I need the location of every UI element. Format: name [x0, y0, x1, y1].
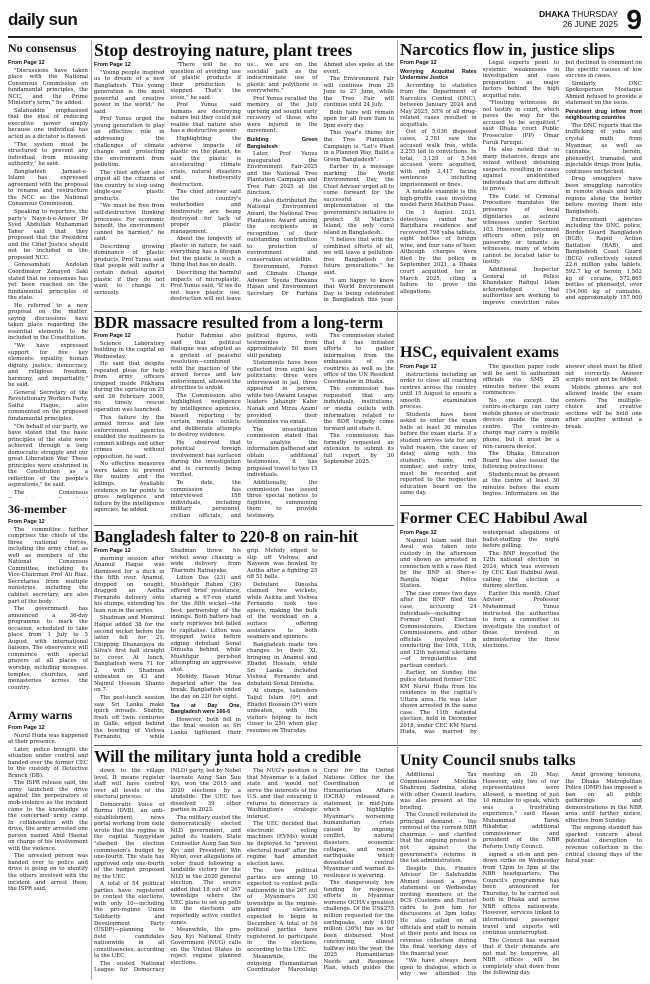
- continued-from: From Page 12: [400, 530, 437, 536]
- article-hsc-exams: [400, 364, 642, 502]
- article-paragraph: Mobile phones are not allowed inside the exam centers. The multiple-choice and creative sections will be held one after another without a break.: [565, 384, 642, 430]
- continued-from: From Page 12: [94, 548, 131, 554]
- article-paragraph: Litton Das (23) and Mushfiqur Rahim (36) offered brief resistance, sharing a 67-run stand for the fifth wicket—the best partnership of the innings. Both batters had early reprieves but failed to capitalise. Litton was dropped twice before edging debutant Sonal Dinusha behind, while Mushfiqur perished attempting an aggressive shot.: [170, 575, 241, 673]
- article-paragraph: The arrested person was handed over to police and drive is going on to identify the others involved with the incident and arrest them, the ISPR said.: [8, 853, 88, 893]
- continued-from: From Page 12: [8, 519, 45, 525]
- article-paragraph: The Code of Criminal Procedure mandates the presence of local dignitaries as seizure witnesses under Section 103. However, enforcement officers often rely on passersby or tenants as witnesses, many of whom cannot be located later to testify.: [482, 193, 560, 266]
- headline-bangladesh-falter: Bangladesh falter to 220-8 on rain-hit: [94, 527, 359, 546]
- article-paragraph: No one except the centre-in-charge can carry mobile phones or electronic devices inside the exam centre. The centre-in-charge may carry a mobile phone, but it must be a non-camera device.: [482, 397, 560, 450]
- article-paragraph: Mehidy Hasan Miraz departed after the tea break. Bangladesh ended the day on 220 for eight.: [170, 674, 241, 701]
- article-paragraph: Tea at Day One, Bangladesh were 166-6: [170, 702, 241, 716]
- article-paragraph: The BNP boycotted the 12th national election in 2024, which was overseen by CEC Kazi Habibul Awal, calling the election a dummy election.: [482, 550, 560, 590]
- article-paragraph: The ISPR release said, the army launched the drive against the perpetrators of mob-violence as the incident came to the knowledge of the concerned army camp. In collaboration with the drive, the army arrested one person named Abul Hasnat on charge of his involvement with the violence.: [8, 780, 88, 852]
- article-paragraph: However, both fell in the final session as Sri Lanka tightened their grip. Mehidy edged to slip off Vishwa, and Nayeem was bowled by Asitha after a fighting 25 off 51 balls.: [170, 548, 318, 736]
- article-paragraph: About the longevity of plastic in nature, he said everything has a lifespan but the plastic is such a thing that has no death.: [170, 236, 241, 269]
- article-paragraph: He also distributed the National Environment Award, the National Tree Plantation Award among the recipients in recognition of their outstanding contribution to protection of environment and conservation of wildlife.: [247, 197, 318, 263]
- column-rule: [397, 40, 398, 980]
- article-paragraph: Later, police brought the situation under control and handed over the former CEC to the custody of Detective Branch (DB).: [8, 746, 88, 779]
- article-paragraph: Despite this, Finance Adviser Dr Salehuddin Ahmed issued a press statement on Wednesday inviting members of the BCS (Customs and Excise) cadre to join him for discussions at 3pm today. He also called on all officials and staff to remain at their posts and focus on revenue collection during the final working days of the financial year.: [400, 865, 477, 957]
- article-narcotics: [400, 60, 642, 308]
- article-paragraph: Out of 5,036 disposed cases, 2,781 saw the accused walk free, while 2,255 led to convictions. In total, 3,129 of 5,546 accused were acquitted, with only 2,417 facing sentences including imprisonment or fines.: [400, 129, 477, 188]
- article-paragraph: This failure by the armed forces and law enforcement agencies enabled the mutineers to commit killings and other crimes without opposition, he said.: [94, 414, 165, 460]
- article-paragraph: On 1 August 2021, detectives raided her Baridhara residence and recovered 798 yaba tablets, eight bottles of foreign wine, and four cans of beer. Although charges were filed by the police in September 2021, a Dhaka court acquitted her in March 2025, citing a failure to prove the allegations.: [400, 210, 477, 295]
- article-paragraph: "We have always been open to dialogue, which is why we attended the meeting on 20 May. However, only two of our representatives were allowed, a meeting of just 10 minutes to speak, which was a frustrating experience," said Hasan Muhammad Tarek Rikabdar, additional commissioner and president of the NBR Reform Unity Council.: [400, 772, 560, 978]
- article-paragraph: Earlier this month, Chief Adviser Professor Muhammad Yunus instructed the authorities to form a committee to investigate the conduct of those involved in administering the three elections.: [482, 590, 560, 650]
- article-paragraph: The question paper code will be sent to authorized officials via SMS 25 minutes before the exam commences.: [482, 364, 560, 397]
- article-paragraph: "We have expressed support for five key elements: equality, human dignity, justice, democracy, and religious freedom, harmony, and impartiality," he said.: [8, 342, 88, 389]
- page-number: 9: [626, 4, 642, 35]
- article-paragraph: Gonosamhati Andolan Coordinator Zonayed Saki stated that no consensus has yet been reached on the fundamental principles of the state.: [8, 262, 88, 302]
- continued-from: From Page 12: [400, 364, 437, 370]
- article-paragraph: The ousted National League for Democracy (NLD) party, led by Nobel laureate Aung San Suu Kyi, won the 2015 and 2020 elections by a landslide. The UEC has dissolved 39 other parties in 2023.: [94, 768, 241, 974]
- article-paragraph: He also noted that in many instances, drugs are seized without detaining suspects, resulting in cases against unidentified individuals that are difficult to prove.: [482, 147, 560, 193]
- article-bangladesh-falter: [94, 548, 394, 741]
- headline-no-consensus: No consensus: [8, 41, 77, 55]
- article-paragraph: Nurul Huda was happened at their presence.: [8, 732, 88, 746]
- article-paragraph: Persistent drug inflow from neighbouring countries: [565, 108, 642, 122]
- article-paragraph: Democratic Voice of Burma (DVB), an anti-establishment news portal working from exile wrote that the regime in the capital Naypyidaw "slashed the election commission's budget by one-fourth. The state has approved only one-fourth of the budget proposed by the UEC.: [94, 801, 165, 880]
- article-paragraph: Bangladesh Jamaat-e-Islami has expressed agreement with the proposal to rename and restructure the NCC as the National Consensus Commission.: [8, 168, 88, 208]
- article-paragraph: Describing the harmful impacts of microplastic, Prof Yunus said, "If we do not leave plastic use, destruction will not leave us... we are on the suicidal path as the indiscriminate use of plastic and polythene is everywhere.": [170, 62, 318, 303]
- article-paragraph: The investigation commission stated that to analyse the information gathered and obtain additional testimonies, it has proposed travel to two 15 individuals.: [247, 426, 318, 479]
- article-paragraph: This year's theme for the Tree Plantation Campaign is "Let's Plant in a Planned Way, Build a Green Bangladesh".: [323, 130, 394, 163]
- column-rule: [91, 40, 92, 980]
- article-paragraph: Salahuddin emphasised that the idea of reducing executive power simply because one individual has acted as a dictator is flawed.: [8, 107, 88, 141]
- headline-bdr-massacre: BDR massacre resulted from a long-term: [94, 313, 384, 332]
- article-paragraph: The committee further comprises the chiefs of the three national forces, including the army chief, as well as members of the National Consensus Committee, including its Vice-Chairman Prof Ali Riaz. Secretaries from multiple ministries, including the cabinet secretary, are also part of the body.: [8, 526, 88, 605]
- article-paragraph: "Flouting witnesses do not testify in court, which paves the way for the accused to be acquitted," said Dhaka court Public Prosecutor (PP) Omar Faruk Faruqui.: [482, 100, 560, 146]
- article-paragraph: No effective measures were taken to prevent the mutiny and the killings. Available evidence so far points to gross negligence and failure by the intelligence agencies, he added.: [94, 461, 165, 514]
- article-paragraph: He said that despite repeated pleas for help from army officers trapped inside Pilkhana during the uprising on 25 and 26 February 2009, no timely rescue operation was launched.: [94, 361, 165, 414]
- article-paragraph: "Discussions have taken place with the National Consensus Commission on fundamental principles, the NCC, and the Prime Minister's term," he added.: [8, 67, 88, 107]
- section-divider: [400, 505, 642, 506]
- headline-unity-council: Unity Council snubs talks: [400, 752, 576, 769]
- article-paragraph: Prof Yunus recalled the memory of the July uprising and sought early recovery of those who were injured in the movement.: [247, 95, 318, 135]
- article-paragraph: "The system must be structured to prevent any individual from misusing authority," he said.: [8, 141, 88, 168]
- article-paragraph: The Dhaka Education Board has also issued the following instructions:: [482, 451, 560, 471]
- article-paragraph: Earlier, on Sunday, the police detained former CEC KM Nurul Huda from his residence in the capital's Uttara area. He was later shown arrested in the same case. The 11th national election, held in December 2018, under CEC KM Nurul Huda, was marred by widespread allegations of ballot-stuffing the night before polling.: [400, 530, 560, 736]
- article-paragraph: According to statistics from the Department of Narcotics Control (DNC), between January 2024 and May 2025, 55% of all drug-related cases resulted in acquittals.: [400, 82, 477, 128]
- article-paragraph: The Council reiterated its principal demand – the removal of the current NBR chairman – and clarified that the ongoing protest is not against the government's reforms in the tax administration.: [400, 812, 477, 865]
- article-paragraph: The chief adviser said the country's waterbodies and biodiversity are being destroyed for lack of proper plastic management.: [170, 189, 241, 235]
- article-army-warns: [8, 725, 88, 977]
- article-paragraph: Meanwhile, the outgoing Humanitarian Coordinator Marcoluigi Corsi for the United Nations Office for the Coordination of Humanitarian Affairs (OCHA) released a statement in mid-June which highlights Myanmar's worsening humanitarian crisis caused by ongoing conflict, natural disasters, economic collapse, and recent earthquake which devastated central Myanmar and warned its resilience is wavering.: [247, 768, 394, 974]
- article-paragraph: Similarly, DNC Spokesperson Mostaque Ahmed refused to provide a statement on the issue.: [565, 80, 642, 107]
- article-paragraph: Science Laboratory building in the capital on Wednesday.: [94, 340, 165, 360]
- article-paragraph: The dangerously low funding for response efforts in Myanmar worsens OCHA's greatest challenge. Of the US$275 million requested for the earthquake, only $100 million (36%) has so far been disbursed. Most concerning, almost halfway into the year, the 2025 Humanitarian Needs and Response Plan, which guides the: [323, 880, 394, 972]
- article-paragraph: The Environment Fair will continue from 25 June to 27 June, while the Tree Fair will continue until 24 July.: [323, 76, 394, 109]
- article-bdr-massacre: [94, 333, 394, 522]
- article-paragraph: Students must be present at the centre at least 30 minutes before the exam begins. Information on the answer sheet must be filled out correctly. Answer scripts must not be folded.: [482, 364, 642, 498]
- newspaper-logo: daily sun: [8, 10, 78, 29]
- continued-from: From Page 12: [94, 333, 131, 339]
- article-paragraph: Speaking to reporters, the party's Naye-b-e-Ameer Dr Syed Abdullah Muhammad Taher said that they proposed that the President and the Chief Justice should not be included in the proposed NCC.: [8, 209, 88, 261]
- article-paragraph: Earlier in a message marking the World Environment Day, the Chief Adviser urged all to come forward for the successful implementation of the government's initiative to protect St Martin's Island, the only coral island in Bangladesh.: [323, 164, 394, 236]
- article-paragraph: Building Green Bangladesh: [247, 137, 318, 150]
- article-paragraph: Enforcement agencies including the DNC, police, Border Guard Bangladesh (BGB), Rapid Action Battalion (RAB), and Bangladesh Coast Guard (BCG) collectively seized 22.6 million yaba tablets, 592.7 kg of heroin, 1,502 kg of cocaine, 572,865 bottles of phensedyl, over 154,000 kg of cannabis, and approximately 157,000: [565, 216, 642, 302]
- headline-36-member: 36-member: [8, 502, 67, 516]
- article-paragraph: At stumps, tailenders Taijul Islam (9*) and Ebadot Hossain (5*) were unbeaten, with the visitors hoping to inch closer to 250 when play resumes on Thursday.: [247, 688, 318, 734]
- article-paragraph: The DNC reports that the trafficking of yaba and crystal meth from Myanmar, as well as cannabis, heroin, phensedyl, tramadol, and injectable drugs from India, continues unchecked.: [565, 122, 642, 175]
- article-paragraph: Fazlur Rahman also said that political dialogue was adopted as a pretext of peaceful resolution—combined with the inaction of the armed forces and law enforcement, allowed the atrocities to unfold.: [170, 333, 241, 392]
- article-paragraph: Bangladesh made two changes to their XI, bringing in Anamul and Ebadot Hossain, while Sri Lanka included Vishwa Fernando and debutant Sonal Dinusha.: [247, 641, 318, 687]
- article-paragraph: The ongoing standoff has sparked concern about potential disruption to revenue collection in the critical closing days of the fiscal year.: [565, 825, 642, 865]
- article-paragraph: "Young people inspired us to dream of a new Bangladesh. This young generation is the most powerful and creative power in the world," he said.: [94, 69, 165, 115]
- article-paragraph: The chief adviser also urged all the citizens of the country to stop using single-use plastic products.: [94, 169, 165, 202]
- article-paragraph: Nazmul Islam said that Awal was taken into custody in the afternoon and shown as arrested in connection with a case filed by the BNP at Sher-e-Bangla Nagar Police Station.: [400, 537, 477, 590]
- article-paragraph: Amid growing tensions, the Dhaka Metropolitan Police (DMP) has imposed a ban on all public gatherings and demonstrations in the NBR area until further notice, effective from Sunday.: [565, 772, 642, 824]
- article-paragraph: Debutant Dinusha claimed two wickets, while Asitha and Vishwa Fernando took two apiece, making the bulk of the workload on a surface offering assistance to both seamers and spinners.: [247, 581, 318, 641]
- continued-from: From Page 12: [400, 60, 437, 66]
- article-paragraph: instructions including an order to close all coaching centres across the country until 15 August to ensure a smooth examination process.: [400, 371, 477, 411]
- article-unity-council: [400, 772, 642, 978]
- headline-stop-destroying-nature: Stop destroying nature, plant trees: [94, 40, 353, 60]
- continued-from: From Page 12: [94, 62, 131, 68]
- article-paragraph: Prof Yunus said humans are destroying nature but they could not realise that nature also has a destructive power.: [170, 102, 241, 135]
- article-paragraph: Meanwhile, the pro-Suu Kyi National Unity Government (NUG) calls on the United States to reject regime planned elections.: [170, 927, 241, 966]
- article-36-member: [8, 519, 88, 702]
- article-paragraph: morning session after Anamul Haque was dismissed for a duck in the fifth over. Anamul, dropped on nought, dragged an Asitha Fernando delivery onto his stumps, extending his lean run in the series.: [94, 555, 165, 614]
- article-paragraph: To date, the commission has interviewed 158 individuals, including military personnel, civilian officials, and political figures, with testimonies from approximately 50 more still pending.: [170, 333, 318, 519]
- section-divider: [94, 745, 642, 746]
- article-paragraph: The government has announced a 36-day programme to mark the occasion, scheduled to take place from 1 July to 5 August, with international liaisons. The observance will commence with special prayers at all places of worship, including mosques, temples, churches, and monasteries across the country.: [8, 606, 88, 691]
- article-former-cec: [400, 530, 642, 742]
- article-paragraph: Shadman and Mominul Haque added 38 for the second wicket before the latter fell for 21. Chipping Dhananjaya de Silva's first ball straight to cover. At lunch, Bangladesh were 71 for 2, with Shadman unbeaten on 43 and Najmul Hossain Shanto on 7.: [94, 615, 165, 694]
- article-paragraph: "On behalf of our party, we have stated that the basic principles of the state were achieved through a long democratic struggle and our great Liberation War. These principles were enshrined in the Constitution as a reflection of the people's aspirations," he said.: [8, 423, 88, 489]
- article-paragraph: signed a sit-in and pen-down strike on Wednesday from 12pm to 3pm at the NBR headquarters. The Council's programme has been announced for Thursday, to be carried out both in Dhaka and across NBR offices nationwide. However, services linked to international passenger travel and exports will continue uninterrupted.: [482, 851, 560, 937]
- article-paragraph: General Secretary of the Revolutionary Workers Party, Saiful Haque, also commented on the proposed fundamental principles.: [8, 389, 88, 422]
- article-military-junta: [94, 768, 394, 978]
- article-paragraph: He observed that potential foreign involvement has surfaced during the investigation and is currently being verified.: [170, 439, 241, 479]
- article-paragraph: The commission stated that it has initiated efforts to gather information from the embassies of six countries as well as the office of the UN Resident Coordinator in Dhaka.: [323, 333, 394, 385]
- continued-from: From Page 12: [8, 60, 45, 66]
- section-divider: [94, 525, 394, 526]
- article-paragraph: Both fairs will remain open for all from 9am to 9pm every day.: [323, 109, 394, 129]
- article-paragraph: Highlighting the adverse impacts of plastic on the planet, he said the plastic is accelerating climate crisis, natural disasters and biodiversity destruction.: [170, 136, 241, 188]
- article-paragraph: "I am happy to know that World Environment Day is being celebrated in Bangladesh this year.: [323, 277, 394, 304]
- headline-hsc-exams: HSC, equivalent exams: [400, 344, 559, 361]
- article-paragraph: The case comes two days after the BNP filed the case, accusing 24 individuals—including Former Chief Election Commissioners, Election Commissioners, and other officials involved in conducting the 10th, 11th, and 12th national elections—of irregularities and partisan conduct.: [400, 590, 477, 669]
- dateline: DHAKA THURSDAY 26 JUNE 2025: [538, 9, 618, 29]
- article-stop-destroying-nature: [94, 62, 394, 308]
- article-paragraph: Drug smugglers have been smuggling narcotics in remote shoals and hilly regions along the border before moving them into Bangladesh.: [565, 176, 642, 216]
- article-paragraph: The post-lunch session saw Sri Lanka make quick inroads. Shanto, fresh off twin centuries in Galle, edged behind the bowling of Vishwa Fernando, while Shadman threw his wicket away chasing a wide delivery from Tharindu Ratnayake.: [94, 548, 241, 741]
- article-paragraph: Describing growing dominance of plastic products, Prof Yunus said that people will suffer a certain defeat against plastic if they do not want to change it seriously.: [94, 243, 165, 296]
- article-paragraph: He referred to a new proposal on the matter, saying discussions have taken place regarding the essential elements to be included in the Constitution.: [8, 302, 88, 342]
- article-paragraph: Prof Yunus urged the young generation to play an effective role in addressing the challenges of climate change and protecting the environment from pollution.: [94, 116, 165, 169]
- article-paragraph: The military ousted the democratically elected NLD government, and jailed its leaders State Counsellor Aung San Suu Kyi and President Win Myint, over allegations of voter fraud following a landslide victory for the NLD in the 2020 general election. The source added that 18 out of 267 townships where the UEC plans to set up polls in the elections are reportedly active conflict zones.: [170, 814, 241, 926]
- article-paragraph: The commission has requested that any individuals, institutions, or media outlets with information related to the BDR tragedy come forward and share it.: [323, 386, 394, 432]
- article-paragraph: The commission has formally requested an extension to submit its full report by 30 September 2025.: [323, 433, 394, 466]
- continued-from: From Page 12: [8, 725, 45, 731]
- article-paragraph: down to the village level. It means register staff will have control over all levels of the electoral process.: [94, 768, 165, 801]
- article-paragraph: Later, Prof Yunus inaugurated the Environment Fair-2025 and the National Tree Plantation Campaign and Tree Fair 2025 at the function.: [247, 151, 318, 197]
- section-divider: [94, 311, 642, 312]
- article-paragraph: A total of 54 political parties have registered to contest the elections, with only 10—including the pro-regime Union Solidarity and Development Party (USDP)—planning to field candidates nationwide in all constituencies, according to the UEC.: [94, 881, 165, 960]
- article-paragraph: "There will be no question of avoiding use of plastic products if their production is stopped. That's the issue," he said.: [170, 62, 241, 101]
- article-paragraph: "I believe that with the combined efforts of all, we will leave a pollution-free Bangladesh for future generations," he said.: [323, 237, 394, 276]
- article-paragraph: The Consensus: [14, 490, 88, 496]
- article-no-consensus: [8, 60, 88, 498]
- headline-army-warns: Army warns: [8, 708, 73, 722]
- article-paragraph: Worrying Acquittal Rates Undermine Justice: [400, 68, 477, 82]
- article-paragraph: Statements have been collected from eight key politicians: three were interviewed in jail, three appeared in person, while two (Awami League leaders Jahangir Kabir Nanak and Mirza Azam) provided their testimonies via email.: [247, 360, 318, 426]
- article-paragraph: The Commission also highlighted negligence by intelligence agencies, biased reporting by certain media outlets, and deliberate attempts to destroy evidence.: [170, 392, 241, 439]
- article-paragraph: The NUG's position is that Myanmar is a failed state and would not serve the interests of the U.S. and that ensuring it returns to democracy is Washington's strategic interest.: [247, 768, 318, 820]
- article-paragraph: Students have been asked to enter the exam halls at least 30 minutes before the exam starts. If a student arrives late for any valid reason, the cause of delay, along with the student's name, roll number, and entry time, must be recorded and reported to the respective education board on the same day.: [400, 411, 477, 497]
- masthead: [8, 6, 642, 38]
- article-paragraph: The Council has warned that if their demands are not met by tomorrow, all NBR offices will be completely shut down from the following day.: [482, 937, 560, 977]
- article-paragraph: Additionally, the commission has issued three special notices to fugitives, summoning them to provide testimony.: [247, 480, 318, 519]
- article-paragraph: The two political parties are among 10 expected to contest polls nationwide in the 267 out of Myanmar's 330 townships in the regime-planned elections expected to begin in December. A total of 54 political parties have registered to participate in the elections, according to the UEC.: [247, 868, 318, 953]
- article-paragraph: Additional Inspector General of Police Khandaker Rafiqul Islam acknowledged that authorities are working to improve conviction rates but declined to comment on the specific causes of low success in cases.: [482, 60, 642, 306]
- article-paragraph: Additional Tax Commissioner Moutika Shahreen Sadmina, along with other Council leaders, was also present at the briefing.: [400, 772, 477, 811]
- article-paragraph: Environment, Forest and Climate Change Adviser Syeda Rizwana Hasan and Environment Secretary Dr Farhina Ahmed also spoke at the event.: [247, 62, 394, 297]
- article-paragraph: A notable example is the high-profile case involving model Farin Mahbub Piasa.: [400, 189, 477, 209]
- headline-former-cec: Former CEC Habibul Awal: [400, 510, 588, 527]
- headline-military-junta: Will the military junta hold a credible: [94, 747, 362, 766]
- article-paragraph: Legal experts point to systemic weaknesses in investigation and case preparation as major factors behind the high acquittal rate.: [482, 60, 560, 99]
- article-paragraph: The UEC decided that electronic voting machines (EVMs) would be deployed to "prevent electoral fraud" after the regime had amended election laws.: [247, 821, 318, 867]
- headline-narcotics: Narcotics flow in, justice slips: [400, 40, 615, 59]
- article-paragraph: "We must be free from self-destructive thinking processes. For economic benefit, the environment cannot be harmed," he said.: [94, 203, 165, 243]
